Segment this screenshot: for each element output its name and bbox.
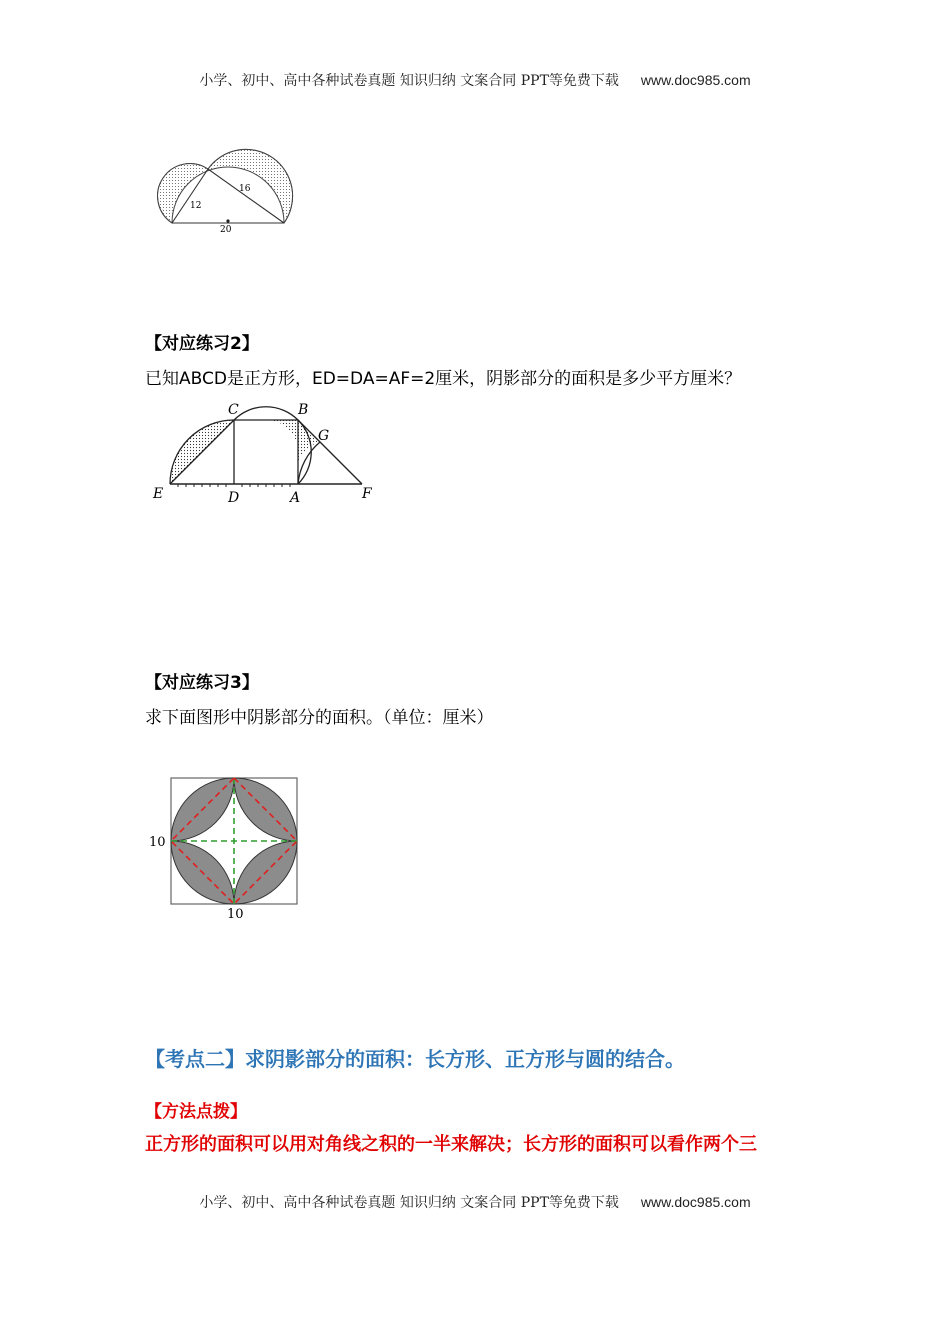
practice3-title: 【对应练习3】 <box>145 673 259 693</box>
method-title: 【方法点拨】 <box>145 1102 247 1122</box>
figure-semicircles <box>150 140 310 235</box>
shaded-top <box>266 420 298 452</box>
label-12: 12 <box>190 201 202 211</box>
label-16: 16 <box>239 184 251 194</box>
label-E: E <box>153 486 164 502</box>
label-D: D <box>228 490 240 506</box>
footer-text: 小学、初中、高中各种试卷真题 知识归纳 文案合同 PPT等免费下载 <box>199 1195 619 1211</box>
footer-url[interactable]: www.doc985.com <box>640 1194 751 1210</box>
page-header <box>0 70 950 90</box>
label-G: G <box>318 428 330 444</box>
label-left-10: 10 <box>149 835 166 850</box>
label-F: F <box>362 486 372 502</box>
practice2-title: 【对应练习2】 <box>145 334 259 354</box>
figure-circle-square <box>145 770 305 925</box>
practice3-question: 求下面图形中阴影部分的面积。（单位：厘米） <box>145 708 494 728</box>
method-text: 正方形的面积可以用对角线之积的一半来解决；长方形的面积可以看作两个三 <box>145 1134 757 1155</box>
label-20: 20 <box>220 225 232 235</box>
center-dot <box>226 219 229 222</box>
arc-c-a <box>234 420 298 484</box>
kaodian-heading: 【考点二】求阴影部分的面积：长方形、正方形与圆的结合。 <box>145 1047 685 1071</box>
label-B: B <box>298 402 309 418</box>
practice2-question: 已知ABCD是正方形，ED=DA=AF=2厘米，阴影部分的面积是多少平方厘米？ <box>145 369 742 389</box>
header-text: 小学、初中、高中各种试卷真题 知识归纳 文案合同 PPT等免费下载 <box>199 73 619 89</box>
label-bottom-10: 10 <box>227 907 244 922</box>
header-url[interactable]: www.doc985.com <box>640 72 751 88</box>
label-A: A <box>290 490 301 506</box>
figure-square-arcs <box>150 398 390 508</box>
label-C: C <box>228 402 239 418</box>
page-footer <box>0 1192 950 1212</box>
